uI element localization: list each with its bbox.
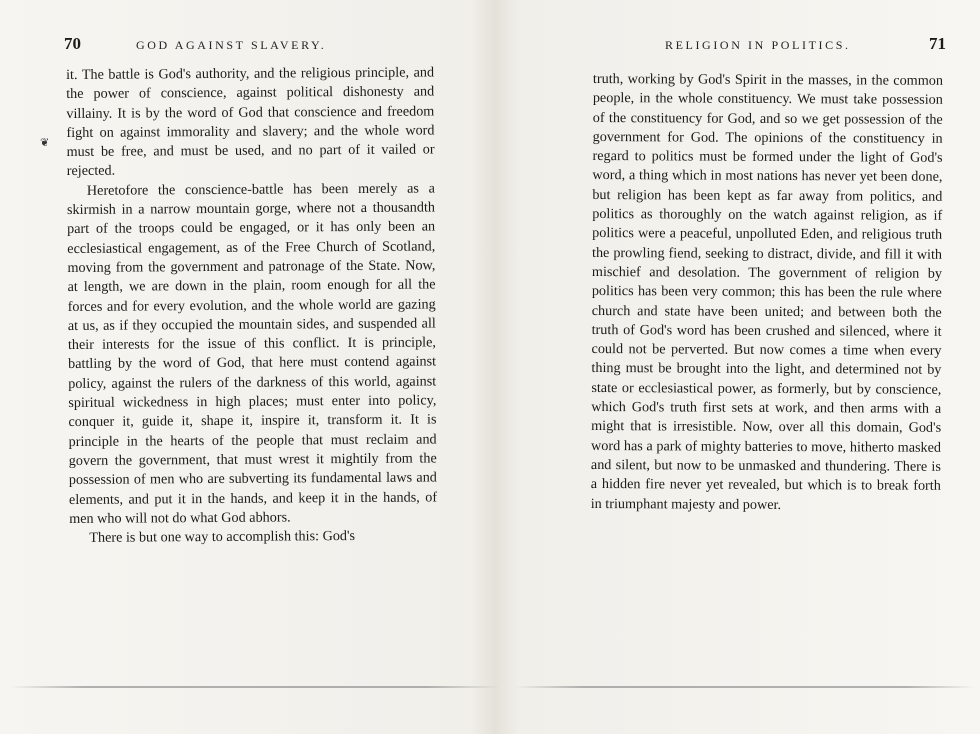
- running-head-right: RELIGION IN POLITICS.: [665, 38, 851, 52]
- paragraph: There is but one way to accomplish this: God's: [89, 528, 356, 546]
- right-body-text: [591, 70, 943, 516]
- running-head-left: GOD AGAINST SLAVERY.: [136, 38, 327, 52]
- paragraph: it. The battle is God's authority, and the religious principle, and the power of conscience, against political dishonesty and villainy. It is by the word of God that conscience and freedom fight on against immorality and slavery; and the whole word must be free, and must be used, and no part of it vailed or rejected.: [66, 64, 435, 180]
- paragraph: truth, working by God's Spirit in the masses, in the common people, in the whole constituency. We must take possession of the constituency for God, and so we get possession of the government for God. The opinions of the constituency in regard to politics must be formed under the light of God's word, a thing which in most nations has never yet been done, but religion has been kept as far away from politics, and politics as thoroughly on the watch against religion, as if politics were a peaceful, unpolluted Eden, and religious truth the prowling fiend, seeking to distract, divide, and fill it with mischief and desolation. The government of religion by politics has been very common; this has been the rule where church and state have been united; and between both the truth of God's word has been crushed and silenced, where it could not be perverted. But now comes a time when every thing must be brought into the light, and determined not by state or ecclesiastical power, as formerly, but by conscience, which God's truth first sets at work, and then arms with a might that is irresistible. Now, over all this domain, God's word has a park of mighty batteries to move, hitherto masked and silent, but now to be unmasked and thundering. There is a hidden fire never yet revealed, but which is to break forth in triumphant majesty and power.: [590, 70, 943, 513]
- page-bottom-edge: [515, 686, 975, 688]
- right-page: [505, 0, 980, 734]
- page-number-left: 70: [64, 34, 81, 53]
- left-body-text: [66, 63, 437, 548]
- page-number-right: 71: [929, 34, 946, 53]
- margin-mark: ❦: [40, 137, 50, 149]
- paragraph: Heretofore the conscience-battle has been merely as a skirmish in a narrow mountain gorge, where not a thousandth part of the troops could be engaged, or it has only been an ecclesiastical engagement, as of the Free Church of Scotland, moving from the government and patronage of the State. Now, at length, we are down in the plain, room enough for all the forces and for every evolution, and the whole world are gazing at us, as if they occupied the mountain sides, and suspended all their interests for the issue of this conflict. It is principle, battling by the word of God, that here must contend against policy, against the rulers of the darkness of this world, against spiritual wickedness in high places; must enter into policy, conquer it, guide it, shape it, inspire it, transform it. It is principle in the hearts of the people that must reclaim and govern the government, that must wrest it mightily from the possession of men who are subverting its fundamental laws and elements, and put it in the hands, and keep it in the hands, of men who will not do what God abhors.: [66, 180, 438, 527]
- page-bottom-edge: [10, 686, 500, 688]
